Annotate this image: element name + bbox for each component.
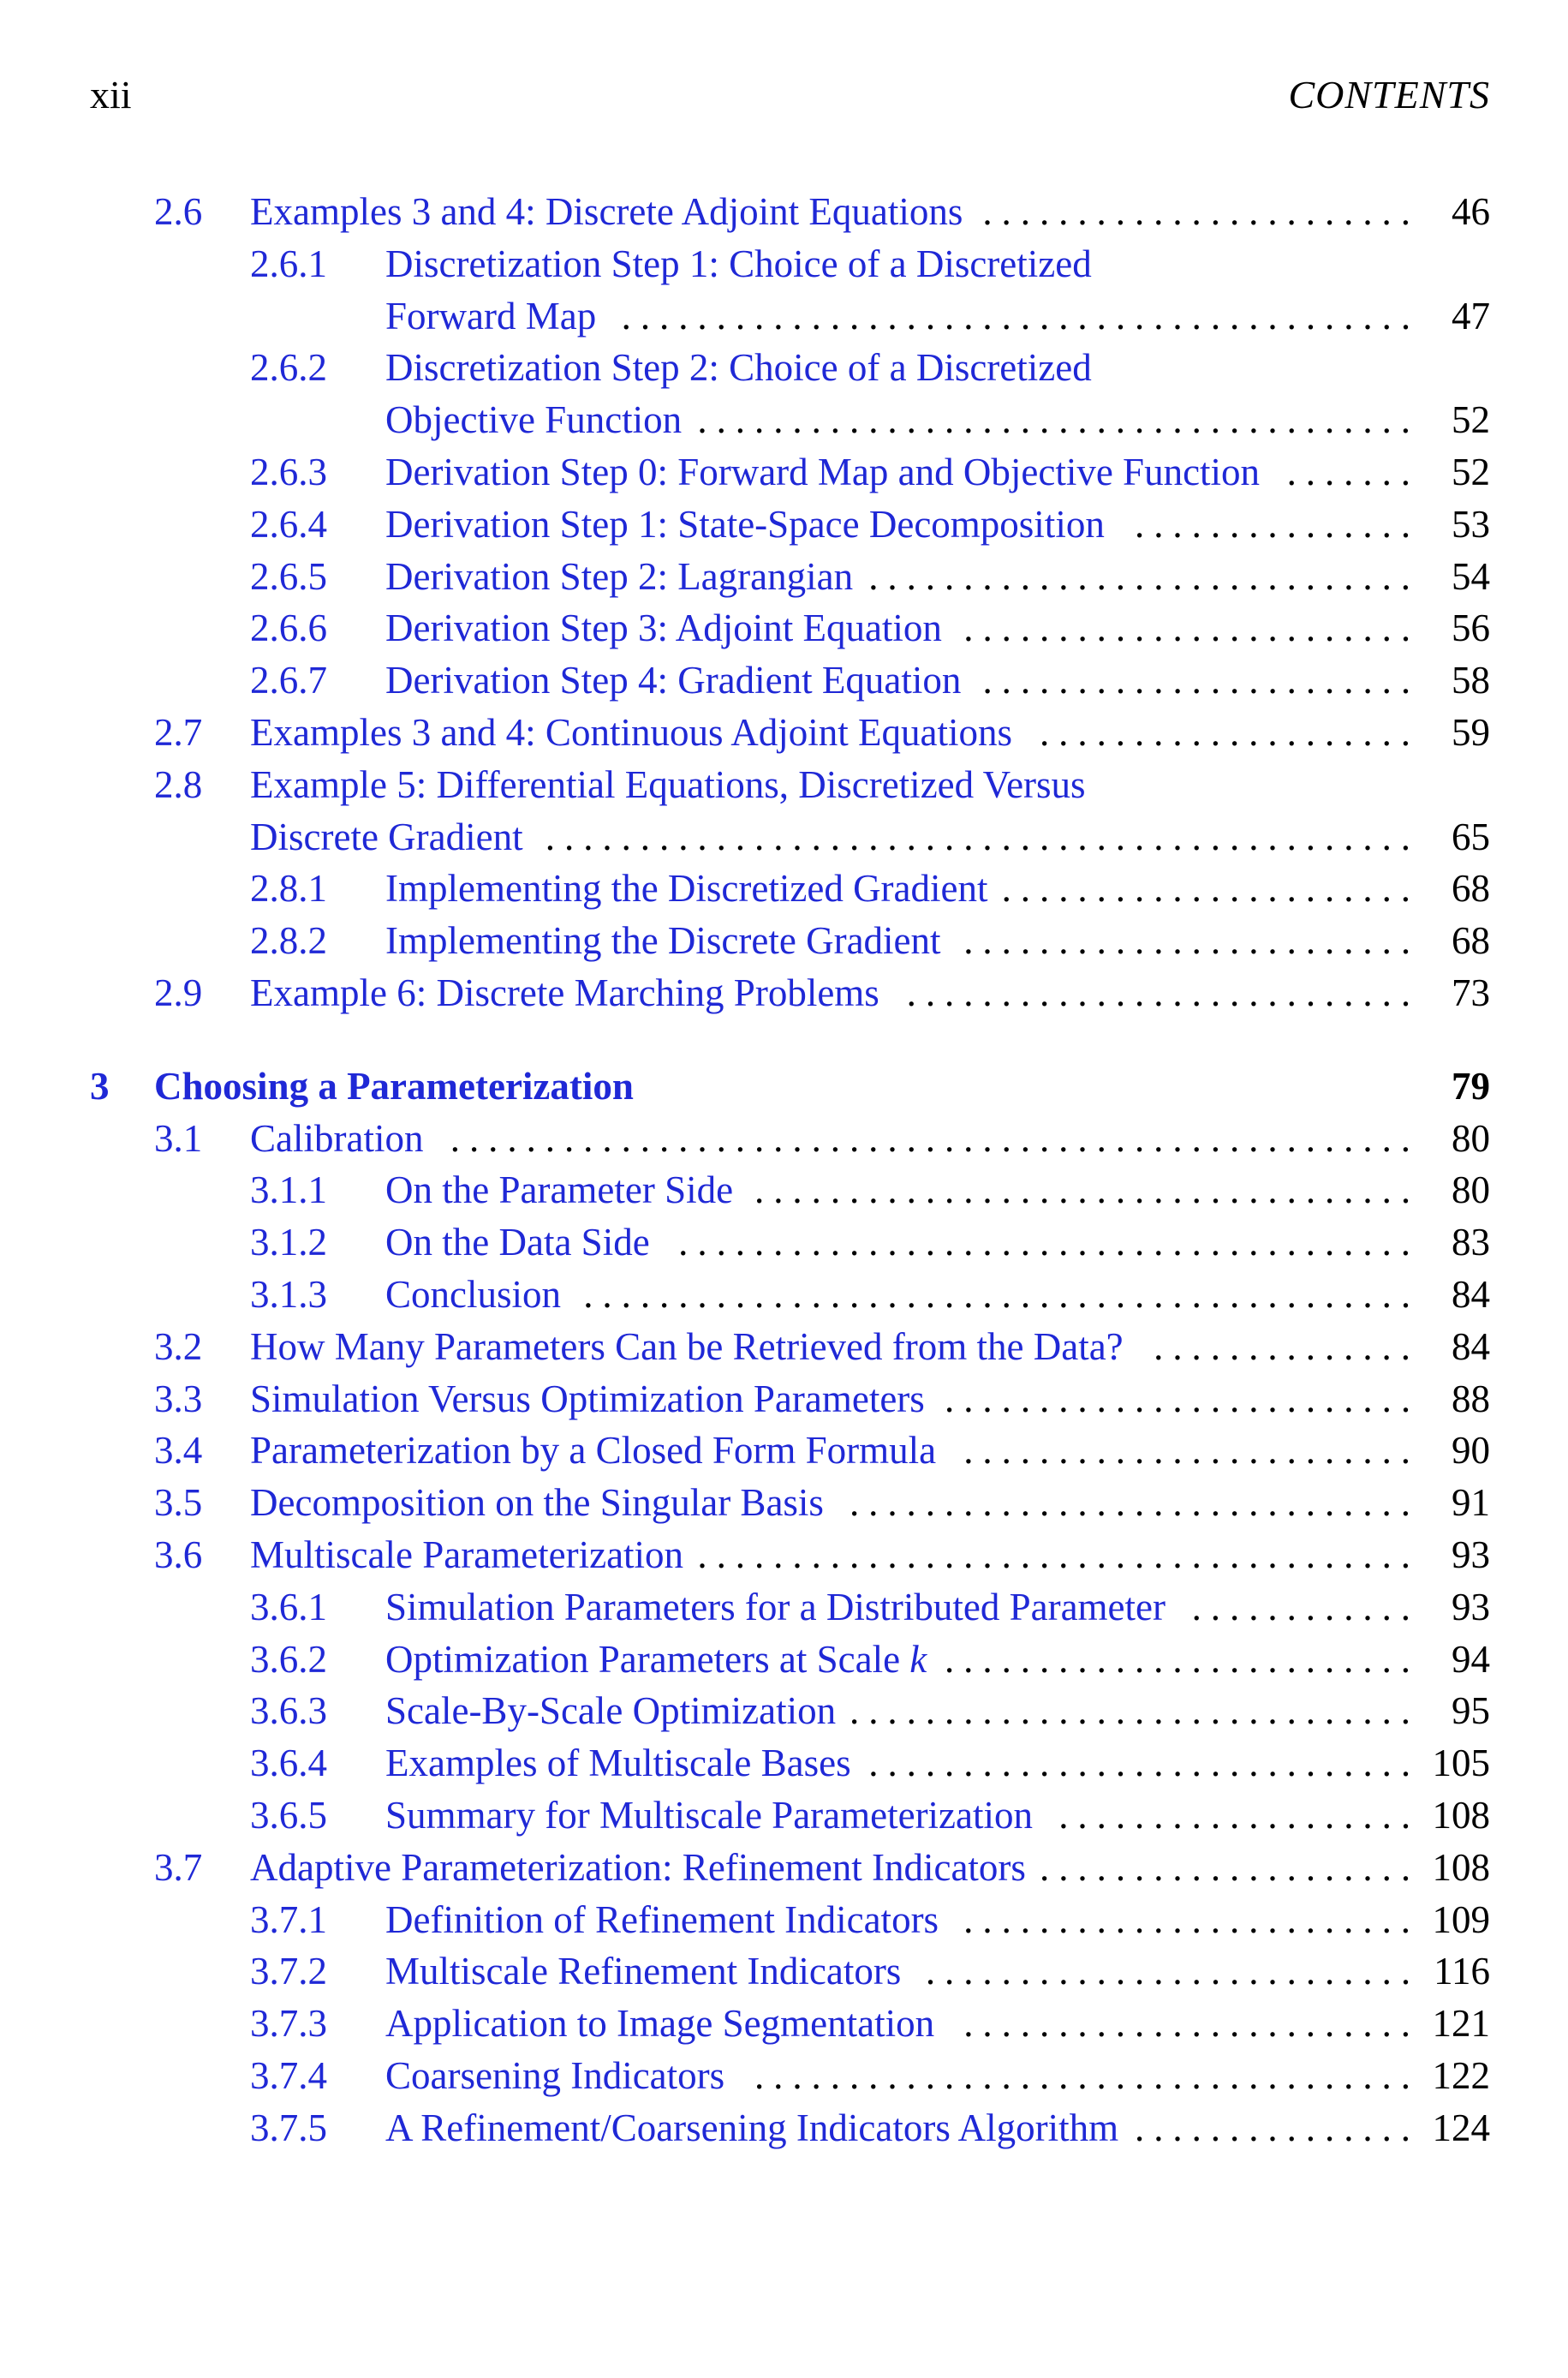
toc-entry-page: 88 (1452, 1377, 1490, 1420)
toc-entry-number[interactable]: 3.7 (154, 1846, 203, 1889)
toc-entry-page: 53 (1452, 503, 1490, 546)
dot-leader: . . . . . . . . . . . . . . . . . . . . . . . (982, 659, 1411, 702)
toc-entry-page: 54 (1452, 555, 1490, 598)
toc-entry-title[interactable]: Optimization Parameters at Scale k (385, 1638, 927, 1681)
dot-leader: . . . . . . . . . . . . . . . . . . . . . . . . . . . . . . . . . . . . . . . (678, 1221, 1411, 1264)
toc-entry-number[interactable]: 3.6.1 (250, 1586, 327, 1628)
toc-entry-title[interactable]: Simulation Versus Optimization Parameters (250, 1377, 925, 1420)
toc-entry-page: 47 (1452, 295, 1490, 338)
toc-entry-page: 124 (1432, 2106, 1490, 2149)
dot-leader: . . . . . . . . . . . . . . . . . . . . . . . . . . . . . . . . . . . . . . . . . . . . . . . . . . . (450, 1117, 1411, 1160)
toc-entry-title[interactable]: Definition of Refinement Indicators (385, 1898, 939, 1941)
toc-entry-page: 58 (1452, 659, 1490, 702)
toc-entry-number[interactable]: 2.6.6 (250, 606, 327, 649)
dot-leader: . . . . . . . . . . . . . . . . . . . . . . . . . . . . . . . . . . . . . . (697, 1533, 1410, 1576)
toc-entry-page: 65 (1452, 816, 1490, 858)
toc-entry-page: 68 (1452, 867, 1490, 910)
dot-leader: . . . . . . . . . . . . . . . . . . . . . . . . (963, 1898, 1410, 1941)
dot-leader: . . . . . . . . . . . . . . (1154, 1325, 1410, 1368)
dot-leader: . . . . . . . (1286, 451, 1410, 493)
toc-entry[interactable] (90, 1217, 1490, 1267)
toc-entry-title[interactable]: Adaptive Parameterization: Refinement Indicators (250, 1846, 1026, 1889)
toc-entry-title[interactable]: Coarsening Indicators (385, 2054, 725, 2097)
toc-entry-number[interactable]: 2.6.2 (250, 346, 327, 389)
toc-entry-page: 121 (1432, 2002, 1490, 2045)
toc-entry-title[interactable]: Derivation Step 2: Lagrangian (385, 555, 854, 598)
toc-entry-title[interactable]: Examples 3 and 4: Discrete Adjoint Equations (250, 190, 963, 233)
toc-entry-page: 73 (1452, 971, 1490, 1014)
toc-entry[interactable] (90, 1686, 1490, 1736)
toc-entry-title[interactable]: Derivation Step 4: Gradient Equation (385, 659, 962, 702)
toc-entry-title[interactable]: On the Data Side (385, 1221, 650, 1264)
toc-entry-page: 93 (1452, 1533, 1490, 1576)
toc-entry[interactable] (90, 2103, 1490, 2153)
toc-entry[interactable] (90, 603, 1490, 653)
dot-leader: . . . . . . . . . . . . . . . . . . . . . . . . . . . (906, 971, 1411, 1014)
toc-entry[interactable] (90, 1270, 1490, 1319)
toc-entry-page: 59 (1452, 711, 1490, 754)
toc-entry-page: 93 (1452, 1586, 1490, 1628)
toc-entry[interactable] (90, 395, 1490, 445)
toc-entry[interactable] (90, 1582, 1490, 1632)
toc-entry-title[interactable]: Discretization Step 1: Choice of a Discretized (385, 242, 1092, 285)
toc-entry-number[interactable]: 3 (90, 1065, 110, 1108)
toc-entry-number[interactable]: 2.8.1 (250, 867, 327, 910)
dot-leader: . . . . . . . . . . . . . . . . . . . . . . . . . . . . . . . . . . . (754, 1168, 1411, 1211)
toc-entry-page: 68 (1452, 919, 1490, 962)
toc-entry-page: 52 (1452, 398, 1490, 441)
dot-leader: . . . . . . . . . . . . . . . . . . . . . . . . (963, 606, 1411, 649)
dot-leader: . . . . . . . . . . . . . . . . . . . . . . . . . . . . . (868, 555, 1411, 598)
toc-entry[interactable] (90, 1114, 1490, 1163)
toc-entry-title[interactable]: A Refinement/Coarsening Indicators Algorithm (385, 2106, 1119, 2149)
toc-entry-page: 52 (1452, 451, 1490, 493)
dot-leader: . . . . . . . . . . . . . . . . . . . . . . . . . . . . . . . . . . . . . . . . . . . . . . (545, 816, 1411, 858)
page-number: xii (90, 73, 132, 117)
toc-entry-page: 80 (1452, 1168, 1490, 1211)
toc-entry-title[interactable]: Example 5: Differential Equations, Discretized Versus (250, 763, 1086, 806)
dot-leader: . . . . . . . . . . . . . . . . . . . (1058, 1794, 1411, 1837)
toc-entry-title[interactable]: Multiscale Refinement Indicators (385, 1950, 902, 1993)
toc-entry-title-continued[interactable]: Forward Map (385, 295, 597, 338)
toc-entry-number[interactable]: 3.2 (154, 1325, 203, 1368)
dot-leader: . . . . . . . . . . . . . . . . . . . . . . . . . (945, 1377, 1411, 1420)
toc-entry[interactable] (90, 239, 1490, 289)
toc-entry-number[interactable]: 3.7.1 (250, 1898, 327, 1941)
toc-entry[interactable] (90, 1738, 1490, 1788)
toc-entry-title[interactable]: Parameterization by a Closed Form Formula (250, 1429, 937, 1472)
toc-entry-number[interactable]: 3.6 (154, 1533, 203, 1576)
toc-entry-number[interactable]: 3.6.4 (250, 1742, 327, 1784)
toc-entry-number[interactable]: 3.1.3 (250, 1273, 327, 1316)
toc-entry-number[interactable]: 2.6.3 (250, 451, 327, 493)
toc-entry[interactable] (90, 916, 1490, 965)
toc-entry-page: 108 (1432, 1794, 1490, 1837)
toc-entry-page: 105 (1432, 1742, 1490, 1784)
dot-leader: . . . . . . . . . . . . . . . . . . . . . . . . . . . . . . (849, 1689, 1411, 1732)
dot-leader: . . . . . . . . . . . . . . . . . . . . . . . . (963, 1429, 1411, 1472)
toc-entry-page: 56 (1452, 606, 1490, 649)
toc-entry[interactable] (90, 1946, 1490, 1996)
toc-entry-number[interactable]: 3.1.1 (250, 1168, 327, 1211)
toc-entry[interactable] (90, 291, 1490, 341)
toc-entry[interactable] (90, 447, 1490, 497)
toc-entry[interactable] (90, 1634, 1490, 1684)
toc-entry[interactable] (90, 1478, 1490, 1527)
toc-entry-title[interactable]: Implementing the Discrete Gradient (385, 919, 941, 962)
toc-entry-number[interactable]: 2.9 (154, 971, 203, 1014)
toc-entry-title[interactable]: Implementing the Discretized Gradient (385, 867, 988, 910)
toc-entry-number[interactable]: 2.7 (154, 711, 203, 754)
toc-entry[interactable] (90, 499, 1490, 549)
toc-entry[interactable] (90, 1165, 1490, 1215)
toc-entry-number[interactable]: 3.1 (154, 1117, 203, 1160)
toc-entry-page: 80 (1452, 1117, 1490, 1160)
dot-leader: . . . . . . . . . . . . . . . (1135, 503, 1411, 546)
toc-entry[interactable] (90, 1790, 1490, 1840)
toc-entry-page: 83 (1452, 1221, 1490, 1264)
toc-entry[interactable] (90, 1999, 1490, 2048)
toc-entry-page: 94 (1452, 1638, 1490, 1681)
toc-entry-number[interactable]: 2.6.4 (250, 503, 327, 546)
toc-entry-page: 84 (1452, 1273, 1490, 1316)
toc-entry-page: 91 (1452, 1481, 1490, 1524)
toc-entry-number[interactable]: 3.6.3 (250, 1689, 327, 1732)
toc-chapter-entry[interactable] (90, 1061, 1490, 1111)
dot-leader: . . . . . . . . . . . . . . . . . . . . . . . . . (944, 1638, 1411, 1681)
toc-entry-title[interactable]: Application to Image Segmentation (385, 2002, 935, 2045)
toc-entry-title[interactable]: Conclusion (385, 1273, 562, 1316)
toc-entry-title[interactable]: How Many Parameters Can be Retrieved from the Data? (250, 1325, 1124, 1368)
dot-leader: . . . . . . . . . . . . . . . . . . . . . . . . . . . . . . (849, 1481, 1410, 1524)
toc-entry[interactable] (90, 1374, 1490, 1424)
dot-leader: . . . . . . . . . . . . . . . . . . . . . . . . . . (925, 1950, 1411, 1993)
dot-leader: . . . . . . . . . . . . . . . . . . . . . . . . . . . . . . . . . . . . . . . . . . (621, 295, 1411, 338)
toc-entry-number[interactable]: 2.6 (154, 190, 203, 233)
dot-leader: . . . . . . . . . . . . (1191, 1586, 1411, 1628)
toc-entry-title-continued[interactable]: Objective Function (385, 398, 683, 441)
toc-entry-page: 79 (1452, 1065, 1490, 1108)
toc-entry[interactable] (90, 187, 1490, 236)
toc-entry[interactable] (90, 1425, 1490, 1475)
toc-entry[interactable] (90, 2051, 1490, 2100)
toc-entry-title[interactable]: Derivation Step 3: Adjoint Equation (385, 606, 942, 649)
toc-entry-number[interactable]: 3.7.5 (250, 2106, 327, 2149)
toc-entry-number[interactable]: 3.7.3 (250, 2002, 327, 2045)
toc-entry-number[interactable]: 3.7.4 (250, 2054, 327, 2097)
toc-entry-number[interactable]: 2.6.7 (250, 659, 327, 702)
toc-entry[interactable] (90, 552, 1490, 601)
toc-entry[interactable] (90, 812, 1490, 862)
toc-entry-title[interactable]: Choosing a Parameterization (154, 1065, 634, 1108)
dot-leader: . . . . . . . . . . . . . . . . . . . . . . . . . . . . . (868, 1742, 1411, 1784)
toc-entry[interactable] (90, 655, 1490, 705)
toc-entry-number[interactable]: 3.6.2 (250, 1638, 327, 1681)
toc-entry-title[interactable]: Examples of Multiscale Bases (385, 1742, 851, 1784)
toc-entry-number[interactable]: 2.6.1 (250, 242, 327, 285)
toc-entry-number[interactable]: 3.7.2 (250, 1950, 327, 1993)
toc-entry-number[interactable]: 2.8 (154, 763, 203, 806)
toc-entry[interactable] (90, 760, 1490, 810)
toc-entry[interactable] (90, 1895, 1490, 1945)
toc-entry-title[interactable]: Decomposition on the Singular Basis (250, 1481, 824, 1524)
toc-entry-number[interactable]: 3.5 (154, 1481, 203, 1524)
running-head: CONTENTS (1288, 73, 1490, 117)
toc-entry-title-continued[interactable]: Discrete Gradient (250, 816, 523, 858)
dot-leader: . . . . . . . . . . . . . . . . . . . . . . . . (963, 2002, 1411, 2045)
toc-entry-title[interactable]: Simulation Parameters for a Distributed Parameter (385, 1586, 1166, 1628)
toc-entry-page: 95 (1452, 1689, 1490, 1732)
toc-entry-title[interactable]: Scale-By-Scale Optimization (385, 1689, 837, 1732)
toc-entry-page: 108 (1432, 1846, 1490, 1889)
toc-entry-title[interactable]: Derivation Step 0: Forward Map and Objective Function (385, 451, 1261, 493)
toc-entry-number[interactable]: 3.3 (154, 1377, 203, 1420)
toc-entry[interactable] (90, 968, 1490, 1018)
toc-entry-title-math: k (909, 1638, 927, 1681)
toc-entry-title[interactable]: Multiscale Parameterization (250, 1533, 684, 1576)
toc-entry-title[interactable]: Discretization Step 2: Choice of a Discretized (385, 346, 1092, 389)
toc-entry-page: 109 (1432, 1898, 1490, 1941)
toc-entry-page: 116 (1434, 1950, 1490, 1993)
dot-leader: . . . . . . . . . . . . . . . . . . . . . . . . . . . . . . . . . . . (754, 2054, 1410, 2097)
toc-entry[interactable] (90, 1530, 1490, 1580)
toc-entry-page: 46 (1452, 190, 1490, 233)
toc-entry[interactable] (90, 343, 1490, 392)
toc-entry-title[interactable]: Derivation Step 1: State-Space Decomposition (385, 503, 1105, 546)
toc-entry-title[interactable]: Example 6: Discrete Marching Problems (250, 971, 879, 1014)
toc-entry-title[interactable]: On the Parameter Side (385, 1168, 734, 1211)
toc-entry-page: 90 (1452, 1429, 1490, 1472)
dot-leader: . . . . . . . . . . . . . . . . . . . . . . . . . . . . . . . . . . . . . . (697, 398, 1411, 441)
page-header (90, 72, 1490, 123)
dot-leader: . . . . . . . . . . . . . . . . . . . . . . . . . . . . . . . . . . . . . . . . . . . . (583, 1273, 1411, 1316)
toc-entry-title[interactable]: Summary for Multiscale Parameterization (385, 1794, 1034, 1837)
dot-leader: . . . . . . . . . . . . . . . . . . . . (1040, 1846, 1411, 1889)
toc-entry[interactable] (90, 863, 1490, 913)
toc-entry-page: 84 (1452, 1325, 1490, 1368)
dot-leader: . . . . . . . . . . . . . . . . . . . . . . (1001, 867, 1411, 910)
dot-leader: . . . . . . . . . . . . . . . (1135, 2106, 1411, 2149)
toc-entry-number[interactable]: 2.6.5 (250, 555, 327, 598)
toc-entry-number[interactable]: 2.8.2 (250, 919, 327, 962)
toc-entry[interactable] (90, 1843, 1490, 1892)
dot-leader: . . . . . . . . . . . . . . . . . . . . (1039, 711, 1411, 754)
toc-entry-page: 122 (1432, 2054, 1490, 2097)
toc-entry-title[interactable]: Examples 3 and 4: Continuous Adjoint Equations (250, 711, 1012, 754)
toc-entry-number[interactable]: 3.6.5 (250, 1794, 327, 1837)
toc-entry-title[interactable]: Calibration (250, 1117, 424, 1160)
toc-entry-number[interactable]: 3.4 (154, 1429, 203, 1472)
toc-entry[interactable] (90, 708, 1490, 757)
dot-leader: . . . . . . . . . . . . . . . . . . . . . . . (982, 190, 1410, 233)
toc-entry-number[interactable]: 3.1.2 (250, 1221, 327, 1264)
toc-entry[interactable] (90, 1322, 1490, 1371)
dot-leader: . . . . . . . . . . . . . . . . . . . . . . . . (963, 919, 1411, 962)
